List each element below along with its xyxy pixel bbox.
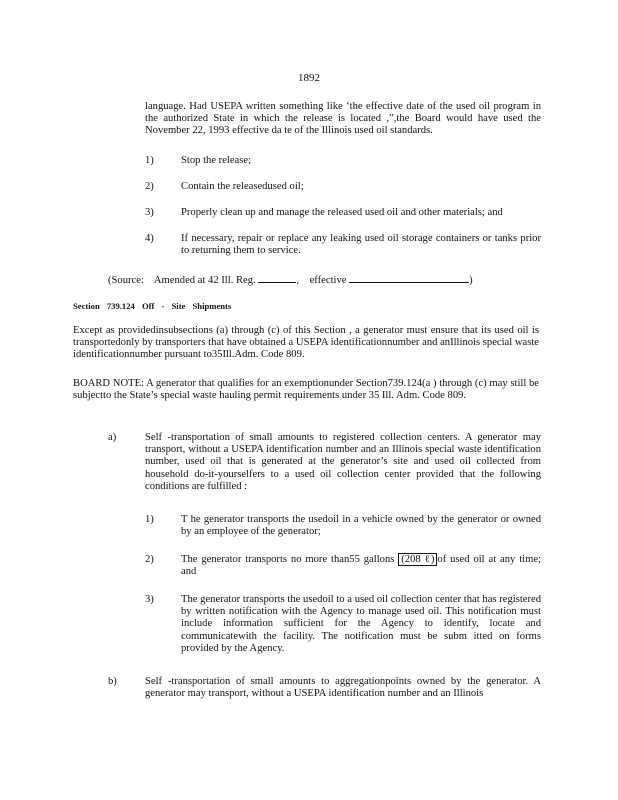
source-comma: , bbox=[296, 275, 300, 286]
item-label: a) bbox=[108, 432, 117, 443]
list-item-number: 4) bbox=[145, 233, 154, 244]
page-number: 1892 bbox=[298, 72, 320, 84]
list-item-text: Properly clean up and manage the released used oil and other materials; and bbox=[181, 207, 503, 218]
effective-date-blank bbox=[349, 272, 469, 283]
board-note: BOARD NOTE: A generator that qualifies for an exemptionunder Section739.124(a ) through (c) may still be subjectto the State’s special waste hauling permit requirements under 35 Ill. Adm. Code 809. bbox=[73, 378, 539, 402]
section-heading: Section 739.124 Off - Site Shipments bbox=[73, 301, 232, 311]
list-item-text-before: The generator transports no more than55 gallons bbox=[181, 554, 395, 565]
list-item-number: 3) bbox=[145, 594, 154, 605]
reg-page-blank bbox=[258, 272, 296, 283]
source-amended: Amended at 42 Ill. Reg. bbox=[153, 275, 256, 286]
list-item-text-after: of used oil at any time; and bbox=[181, 554, 541, 578]
item-b-text: Self -transportation of small amounts to aggregationpoints owned by the generator. A generator may transport, without a USEPA identification number and an Illinois bbox=[145, 676, 541, 700]
list-item-text bbox=[181, 554, 541, 578]
list-item-text: T he generator transports the usedoil in a vehicle owned by the generator or owned by an employee of the generator; bbox=[181, 514, 541, 538]
list-item-text: Contain the releasedused oil; bbox=[181, 181, 304, 192]
list-item-text: If necessary, repair or replace any leaking used oil storage containers or tanks prior to returning them to service. bbox=[181, 233, 541, 257]
list-item-number: 2) bbox=[145, 181, 154, 192]
section-paragraph: Except as providedinsubsections (a) through (c) of this Section , a generator must ensure that its used oil is transportedonly by transporters that have obtained a USEPA identificationnumber and anIllinois special waste identificationnumber pursuant to35Ill.Adm. Code 809. bbox=[73, 325, 539, 361]
source-effective: effective bbox=[309, 275, 347, 286]
list-item-number: 1) bbox=[145, 155, 154, 166]
source-suffix: ) bbox=[469, 275, 473, 286]
list-item-number: 2) bbox=[145, 554, 154, 565]
list-item-text: The generator transports the usedoil to a used oil collection center that has registered by written notification with the Agency to manage used oil. This notification must include information sufficient for the Agency to identify, locate and communicatewith the facility. The notification must be subm itted on forms provided by the Agency. bbox=[181, 594, 541, 654]
source-prefix: (Source: bbox=[108, 275, 144, 286]
item-a-text: Self -transportation of small amounts to registered collection centers. A generator may transport, without a USEPA identification number and an Illinois special waste identification number, used oil that is generated at the generator’s site and used oil collected from household do-it-yourselfers to a used oil collection center provided that the following conditions are fulfilled : bbox=[145, 432, 541, 492]
list-item-text: Stop the release; bbox=[181, 155, 252, 166]
item-label: b) bbox=[108, 676, 117, 687]
list-item-number: 3) bbox=[145, 207, 154, 218]
intro-paragraph: language. Had USEPA written something like ‘the effective date of the used oil program in the authorized State in which the release is located ,”,the Board would have used the November 22, 1993 effective da te of the Illinois used oil standards. bbox=[145, 101, 541, 137]
list-item-number: 1) bbox=[145, 514, 154, 525]
metric-equivalent-box: (208 ℓ) bbox=[398, 553, 437, 566]
source-note bbox=[108, 272, 473, 287]
